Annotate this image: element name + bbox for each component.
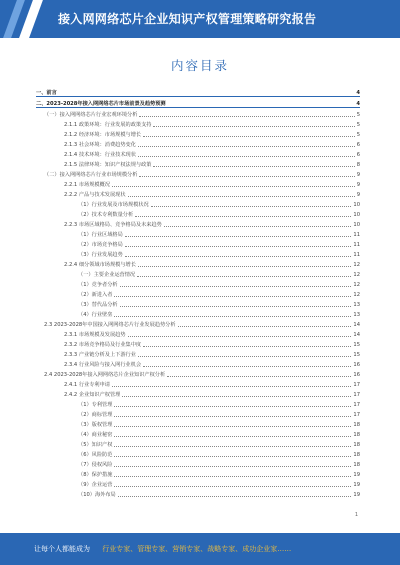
toc-entry[interactable] <box>36 308 360 318</box>
footer-bar <box>0 533 400 565</box>
toc-entry-text: 二、2023-2028年接入网网络芯片市场前景及趋势预测 <box>36 101 166 107</box>
toc-entry[interactable] <box>36 288 360 298</box>
toc-leader-dots <box>118 496 352 497</box>
toc-entry-text: （1）专利管理 <box>78 402 113 408</box>
toc-entry-page: 9 <box>356 172 360 178</box>
toc-entry-text: （2）市场竞争格局 <box>78 242 123 248</box>
toc-leader-dots <box>114 476 351 477</box>
toc-entry-page: 19 <box>353 482 360 488</box>
footer-slogan-lead: 让每个人都能成为 <box>34 545 90 553</box>
toc-entry[interactable] <box>36 86 360 97</box>
toc-entry-page: 5 <box>356 122 360 128</box>
toc-entry-page: 18 <box>353 422 360 428</box>
toc-leader-dots <box>138 156 355 157</box>
toc-leader-dots <box>137 276 351 277</box>
toc-entry-text: （6）风险防范 <box>78 452 113 458</box>
toc-leader-dots <box>114 406 351 407</box>
toc-leader-dots <box>139 116 354 117</box>
toc-leader-dots <box>128 336 352 337</box>
toc-entry-page: 10 <box>353 222 360 228</box>
toc-entry-text: 2.3 2023-2028年中国接入网网络芯片行业发展趋势分析 <box>44 322 176 328</box>
toc-leader-dots <box>143 136 355 137</box>
toc-entry-page: 11 <box>353 242 360 248</box>
toc-entry-page: 10 <box>353 202 360 208</box>
toc-entry-text: （5）知识产权 <box>78 442 113 448</box>
toc-leader-dots <box>114 456 351 457</box>
toc-entry-page: 17 <box>353 412 360 418</box>
toc-entry-page: 13 <box>353 312 360 318</box>
toc-entry[interactable] <box>36 408 360 418</box>
toc-entry-text: （3）替代品分析 <box>78 302 118 308</box>
toc-entry-text: 2.1.4 技术环境：行业技术现状 <box>64 152 136 158</box>
toc-entry[interactable] <box>36 238 360 248</box>
toc-leader-dots <box>135 216 351 217</box>
toc-leader-dots <box>178 326 352 327</box>
toc-entry[interactable] <box>36 198 360 208</box>
toc-entry[interactable] <box>36 338 360 348</box>
footer-slogan <box>34 533 291 565</box>
toc-entry[interactable] <box>36 188 360 198</box>
toc-entry[interactable] <box>36 138 360 148</box>
toc-entry-page: 14 <box>353 322 360 328</box>
toc-leader-dots <box>120 286 352 287</box>
toc-entry[interactable] <box>36 108 360 118</box>
table-of-contents <box>36 86 360 498</box>
toc-entry[interactable] <box>36 348 360 358</box>
page-number: 1 <box>354 512 358 518</box>
toc-entry[interactable] <box>36 97 360 108</box>
toc-leader-dots <box>125 256 352 257</box>
toc-entry[interactable] <box>36 228 360 238</box>
toc-leader-dots <box>114 426 351 427</box>
toc-entry-text: 2.3.4 行业风险与接入网行业机会 <box>64 362 142 368</box>
toc-entry-text: 2.1.3 社会环境：消费趋势变化 <box>64 142 136 148</box>
toc-entry[interactable] <box>36 278 360 288</box>
toc-entry[interactable] <box>36 318 360 328</box>
toc-entry-text: 2.2.3 市场区域格局、竞争格局及未来趋势 <box>64 222 162 228</box>
toc-entry-page: 15 <box>353 342 360 348</box>
toc-entry-page: 12 <box>353 282 360 288</box>
toc-entry-text: 2.2.2 产品与技术发展现状 <box>64 192 126 198</box>
toc-entry-text: （2）商标管理 <box>78 412 113 418</box>
toc-entry-page: 19 <box>353 492 360 498</box>
toc-leader-dots <box>112 386 351 387</box>
toc-leader-dots <box>138 266 351 267</box>
toc-entry-page: 5 <box>356 112 360 118</box>
toc-entry-text: （一）主要企业运营情况 <box>78 272 136 278</box>
toc-entry[interactable] <box>36 368 360 378</box>
toc-entry-page: 6 <box>356 142 360 148</box>
toc-entry-text: （1）竞争者分析 <box>78 282 118 288</box>
toc-entry[interactable] <box>36 458 360 468</box>
toc-leader-dots <box>114 436 351 437</box>
toc-entry-page: 4 <box>356 90 360 96</box>
toc-entry-text: 2.3.3 产业链分析及上下游行业 <box>64 352 136 358</box>
toc-entry[interactable] <box>36 168 360 178</box>
toc-entry-page: 18 <box>353 432 360 438</box>
toc-entry-text: 2.4 2023-2028年接入网网络芯片企业知识产权分析 <box>44 372 166 378</box>
toc-entry[interactable] <box>36 378 360 388</box>
toc-entry[interactable] <box>36 118 360 128</box>
toc-entry-text: （8）保护措施 <box>78 472 113 478</box>
toc-entry-text: 2.1.5 法律环境：知识产权法规与政策 <box>64 162 152 168</box>
toc-entry-page: 17 <box>353 382 360 388</box>
toc-leader-dots <box>153 166 354 167</box>
toc-leader-dots <box>120 306 352 307</box>
toc-entry-page: 19 <box>353 472 360 478</box>
toc-leader-dots <box>143 346 351 347</box>
toc-entry-text: 2.4.2 企业知识产权管理 <box>64 392 121 398</box>
toc-leader-dots <box>167 376 351 377</box>
toc-entry-text: 2.1.2 经济环境：市场规模与增长 <box>64 132 142 138</box>
toc-entry[interactable] <box>36 428 360 438</box>
toc-entry-text: （2）技术专利数量分析 <box>78 212 134 218</box>
toc-leader-dots <box>114 446 351 447</box>
footer-slogan-roles: 行业专家、管理专家、营销专家、战略专家、成功企业家…… <box>102 545 292 553</box>
toc-leader-dots <box>114 296 351 297</box>
toc-leader-dots <box>139 176 354 177</box>
toc-entry-page: 16 <box>353 372 360 378</box>
toc-entry[interactable] <box>36 128 360 138</box>
header-bar <box>0 0 400 38</box>
toc-entry-text: 2.1.1 政策环境：行业发展的政策支持 <box>64 122 152 128</box>
toc-leader-dots <box>122 396 351 397</box>
toc-leader-dots <box>125 236 352 237</box>
toc-entry[interactable] <box>36 298 360 308</box>
toc-entry-page: 8 <box>356 162 360 168</box>
toc-leader-dots <box>114 466 351 467</box>
toc-entry-page: 17 <box>353 402 360 408</box>
toc-entry[interactable] <box>36 208 360 218</box>
toc-leader-dots <box>128 196 355 197</box>
toc-entry[interactable] <box>36 398 360 408</box>
toc-entry-page: 5 <box>356 132 360 138</box>
toc-entry[interactable] <box>36 328 360 338</box>
toc-entry[interactable] <box>36 478 360 488</box>
toc-entry-text: 2.4.1 行业专利申请 <box>64 382 110 388</box>
toc-leader-dots <box>114 486 351 487</box>
toc-entry-text: 2.3.1 市场规模及发展趋势 <box>64 332 126 338</box>
toc-entry-text: （2）新进入者 <box>78 292 113 298</box>
toc-entry[interactable] <box>36 178 360 188</box>
toc-entry-text: （7）侵权风险 <box>78 462 113 468</box>
toc-entry-page: 18 <box>353 462 360 468</box>
toc-entry[interactable] <box>36 438 360 448</box>
toc-entry-page: 9 <box>356 192 360 198</box>
toc-entry[interactable] <box>36 448 360 458</box>
report-title: 接入网网络芯片企业知识产权管理策略研究报告 <box>58 12 317 26</box>
toc-entry[interactable] <box>36 268 360 278</box>
toc-entry-page: 10 <box>353 212 360 218</box>
toc-entry-page: 15 <box>353 352 360 358</box>
toc-entry-text: （一）接入网网络芯片行业宏观环境分析 <box>44 112 138 118</box>
toc-entry[interactable] <box>36 218 360 228</box>
toc-entry-text: 2.2.4 细分领域市场规模与增长 <box>64 262 136 268</box>
toc-leader-dots <box>153 126 354 127</box>
toc-entry-page: 6 <box>356 152 360 158</box>
toc-entry-text: （3）行业发展趋势 <box>78 252 123 258</box>
toc-entry[interactable] <box>36 388 360 398</box>
toc-entry-page: 11 <box>353 232 360 238</box>
toc-entry[interactable] <box>36 358 360 368</box>
toc-entry-text: （1）行业发展及市场规模状况 <box>78 202 149 208</box>
toc-entry-page: 14 <box>353 332 360 338</box>
toc-heading: 内容目录 <box>170 58 229 73</box>
toc-leader-dots <box>114 316 351 317</box>
toc-entry-page: 9 <box>356 182 360 188</box>
toc-entry[interactable] <box>36 158 360 168</box>
toc-entry-page: 13 <box>353 302 360 308</box>
toc-leader-dots <box>114 416 351 417</box>
toc-entry-text: （4）行业壁垒 <box>78 312 113 318</box>
toc-entry-text: 2.2.1 市场规模概况 <box>64 182 110 188</box>
toc-leader-dots <box>138 146 355 147</box>
toc-entry-text: （10）海外布局 <box>78 492 116 498</box>
toc-entry-page: 18 <box>353 452 360 458</box>
toc-entry-text: 一、前言 <box>36 90 57 96</box>
toc-entry-text: （1）行业区域格局 <box>78 232 123 238</box>
toc-entry[interactable] <box>36 258 360 268</box>
toc-leader-dots <box>125 246 352 247</box>
toc-entry-page: 17 <box>353 392 360 398</box>
toc-entry-page: 18 <box>353 442 360 448</box>
toc-entry-page: 12 <box>353 292 360 298</box>
toc-entry-page: 12 <box>353 262 360 268</box>
toc-entry[interactable] <box>36 418 360 428</box>
toc-entry-text: （3）版权管理 <box>78 422 113 428</box>
toc-entry-page: 12 <box>353 272 360 278</box>
toc-entry-page: 4 <box>356 101 360 107</box>
toc-entry[interactable] <box>36 488 360 498</box>
toc-entry[interactable] <box>36 248 360 258</box>
toc-leader-dots <box>143 366 351 367</box>
toc-entry-page: 16 <box>353 362 360 368</box>
toc-entry-page: 11 <box>353 252 360 258</box>
toc-entry-text: （4）商业秘密 <box>78 432 113 438</box>
toc-leader-dots <box>151 206 352 207</box>
toc-entry[interactable] <box>36 148 360 158</box>
toc-entry-text: （9）企业运营 <box>78 482 113 488</box>
toc-leader-dots <box>164 226 352 227</box>
toc-entry-text: （二）接入网网络芯片行业市场规模分析 <box>44 172 138 178</box>
toc-leader-dots <box>112 186 355 187</box>
toc-entry[interactable] <box>36 468 360 478</box>
toc-entry-text: 2.3.2 市场竞争格局及行业集中度 <box>64 342 142 348</box>
toc-leader-dots <box>138 356 351 357</box>
